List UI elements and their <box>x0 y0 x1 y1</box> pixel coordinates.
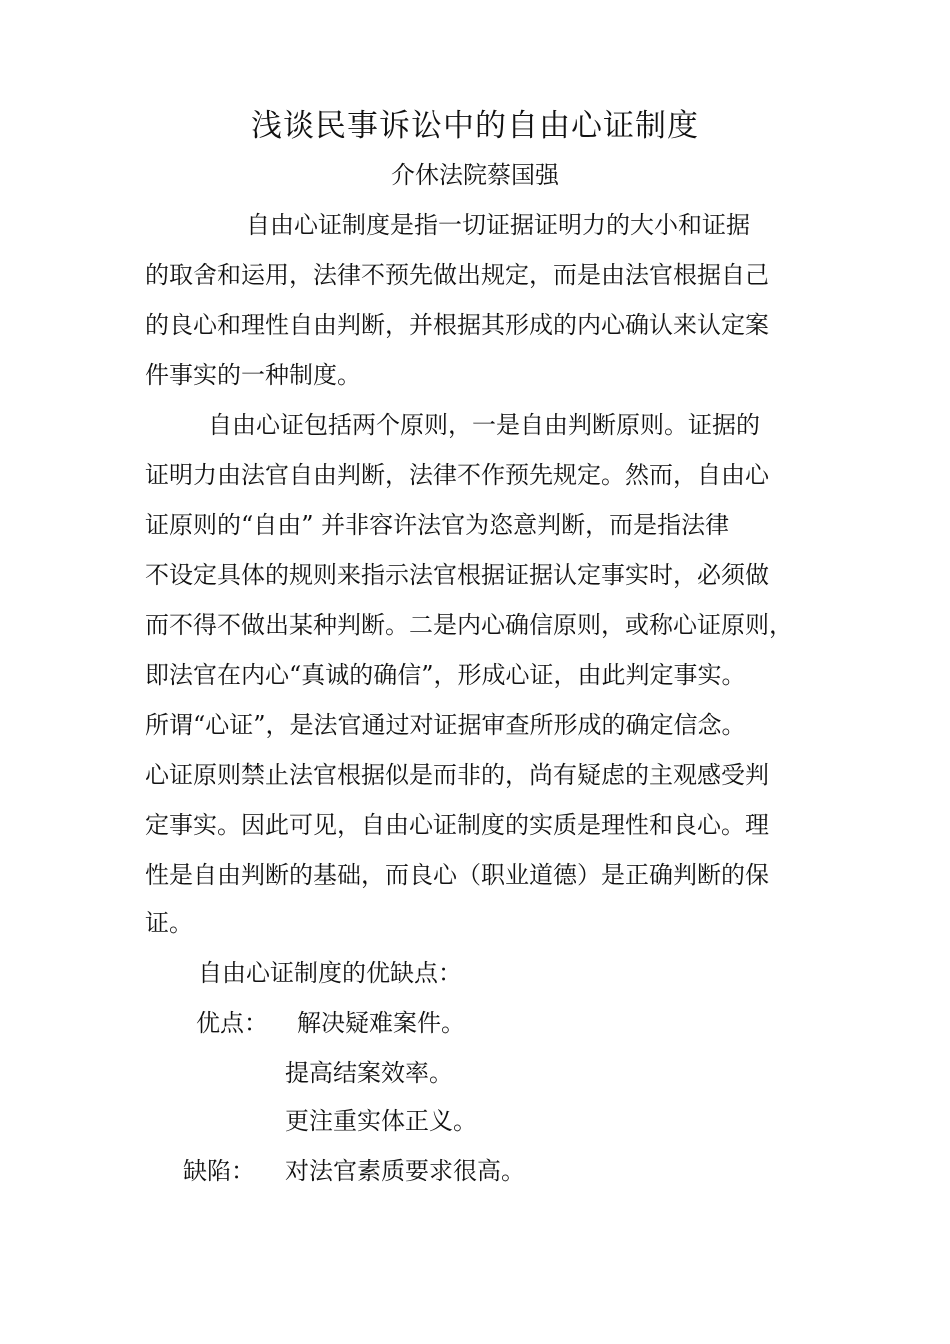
advantage-item: 更注重实体正义。 <box>285 1107 477 1135</box>
paragraph-line: 的取舍和运用，法律不预先做出规定，而是由法官根据自己 <box>145 261 769 289</box>
paragraph-line: 而不得不做出某种判断。二是内心确信原则，或称心证原则， <box>145 611 793 639</box>
advantages-label: 优点： <box>196 1009 268 1037</box>
paragraph-line: 所谓“心证”，是法官通过对证据审查所形成的确定信念。 <box>145 711 746 739</box>
advantage-item: 提高结案效率。 <box>285 1059 453 1087</box>
paragraph-line: 自由心证包括两个原则，一是自由判断原则。证据的 <box>208 411 760 439</box>
paragraph-line: 即法官在内心“真诚的确信”，形成心证，由此判定事实。 <box>145 661 746 689</box>
disadvantages-label: 缺陷： <box>183 1157 255 1185</box>
paragraph-line: 不设定具体的规则来指示法官根据证据认定事实时，必须做 <box>145 561 769 589</box>
paragraph-line: 证原则的“自由” 并非容许法官为恣意判断，而是指法律 <box>145 511 730 539</box>
paragraph-line: 定事实。因此可见，自由心证制度的实质是理性和良心。理 <box>145 811 769 839</box>
paragraph-line: 证明力由法官自由判断，法律不作预先规定。然而，自由心 <box>145 461 769 489</box>
paragraph-line: 性是自由判断的基础，而良心（职业道德）是正确判断的保 <box>145 861 769 889</box>
disadvantage-item: 对法官素质要求很高。 <box>285 1157 525 1185</box>
paragraph-line: 件事实的一种制度。 <box>145 361 361 389</box>
document-title: 浅谈民事诉讼中的自由心证制度 <box>251 108 699 144</box>
advantage-item: 解决疑难案件。 <box>297 1009 465 1037</box>
paragraph-line: 心证原则禁止法官根据似是而非的，尚有疑虑的主观感受判 <box>145 761 769 789</box>
paragraph-line: 自由心证制度是指一切证据证明力的大小和证据 <box>246 211 750 239</box>
merits-heading: 自由心证制度的优缺点： <box>198 959 462 987</box>
paragraph-line: 证。 <box>145 909 193 937</box>
document-author: 介休法院蔡国强 <box>391 161 559 189</box>
paragraph-line: 的良心和理性自由判断，并根据其形成的内心确认来认定案 <box>145 311 769 339</box>
